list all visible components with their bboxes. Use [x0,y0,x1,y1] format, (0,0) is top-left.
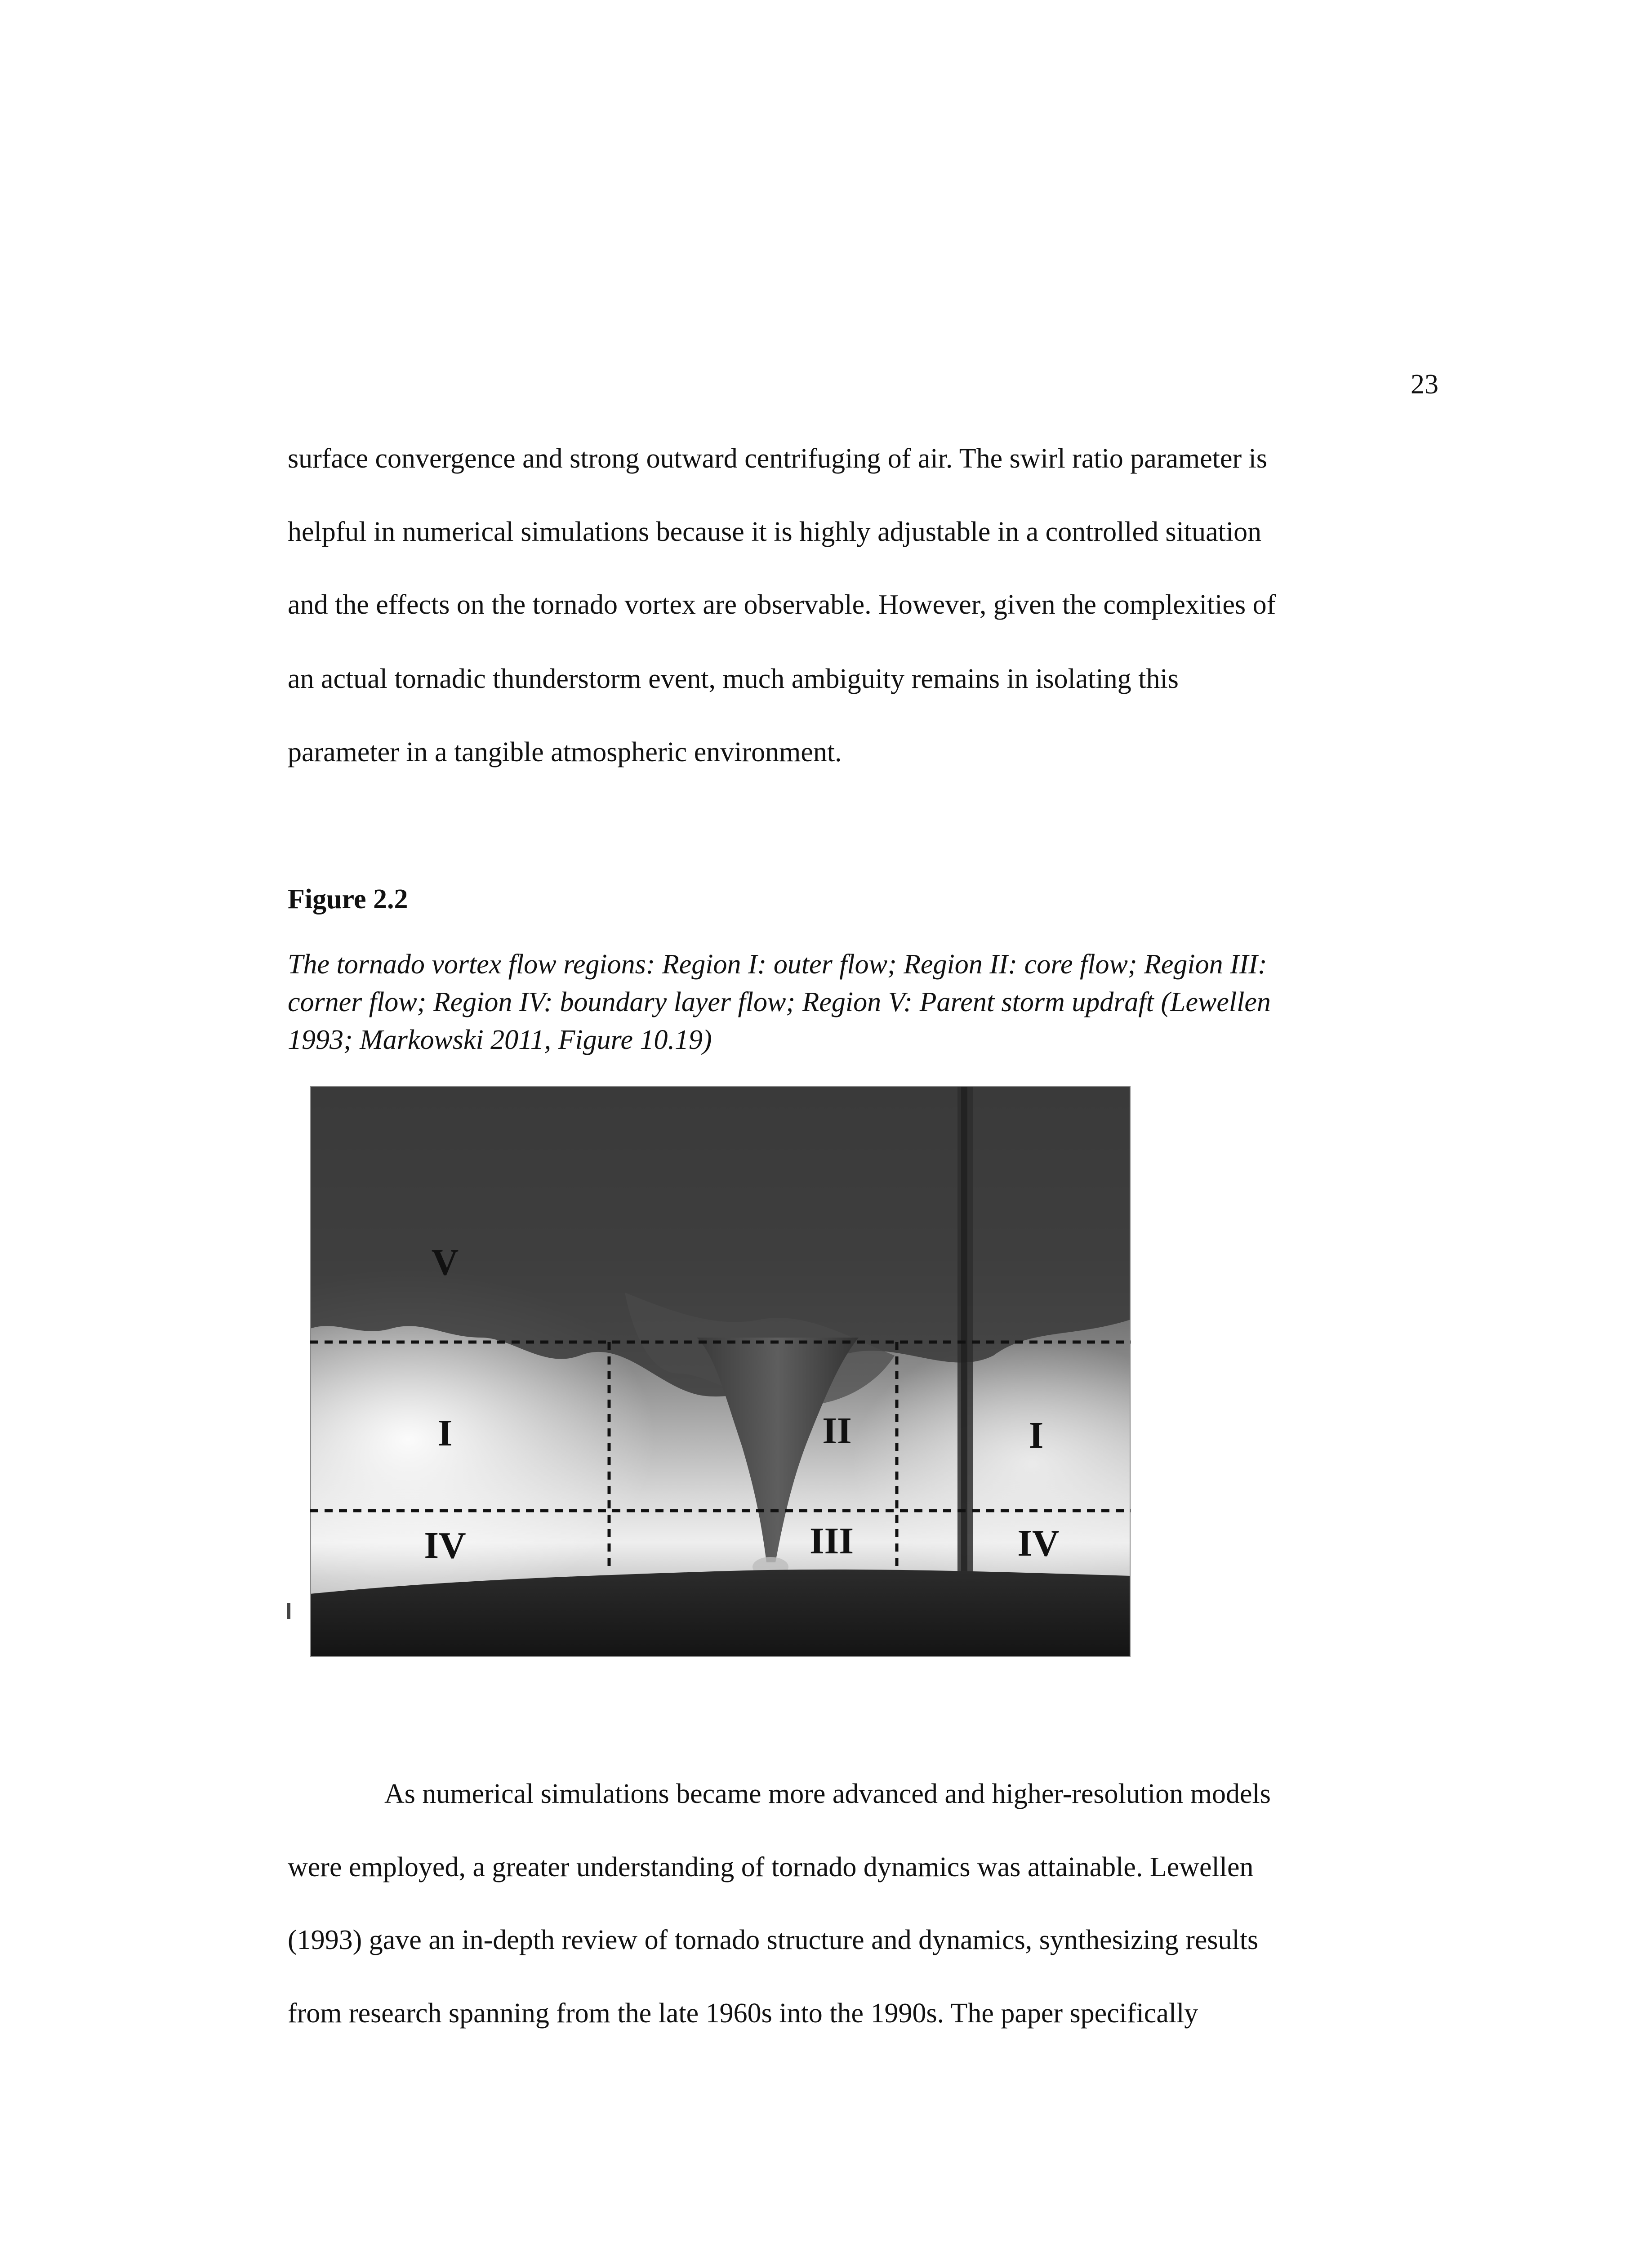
text-line: (1993) gave an in-depth review of tornado structure and dynamics, synthesizing results [288,1925,1259,1955]
text-line: surface convergence and strong outward centrifuging of air. The swirl ratio parameter is [288,443,1267,474]
figure-label: Figure 2.2 [288,884,408,914]
caption-line: The tornado vortex flow regions: Region I: outer flow; Region II: core flow; Region III: [288,949,1267,980]
region-label-i-right: I [1029,1414,1044,1456]
page-number: 23 [1411,369,1438,400]
region-label-ii: II [822,1410,852,1452]
margin-mark [287,1603,290,1619]
text-line: helpful in numerical simulations because it is highly adjustable in a controlled situation [288,517,1262,547]
text-line: an actual tornadic thunderstorm event, much ambiguity remains in isolating this [288,664,1179,694]
region-label-i-left: I [437,1412,453,1454]
caption-line: corner flow; Region IV: boundary layer flow; Region V: Parent storm updraft (Lewellen [288,987,1271,1017]
region-label-iv-right: IV [1017,1522,1060,1564]
tornado-figure [310,1086,1131,1657]
text-line: and the effects on the tornado vortex are observable. However, given the complexities of [288,589,1276,620]
text-line: As numerical simulations became more advanced and higher-resolution models [384,1779,1271,1809]
text-line: were employed, a greater understanding of tornado dynamics was attainable. Lewellen [288,1852,1254,1882]
caption-line: 1993; Markowski 2011, Figure 10.19) [288,1025,712,1055]
tornado-photo [310,1086,1131,1657]
text-line: parameter in a tangible atmospheric environment. [288,737,842,767]
text-line: from research spanning from the late 1960s into the 1990s. The paper specifically [288,1998,1198,2029]
region-label-v: V [431,1241,459,1283]
region-label-iv-left: IV [424,1525,466,1566]
region-label-iii: III [809,1520,854,1562]
